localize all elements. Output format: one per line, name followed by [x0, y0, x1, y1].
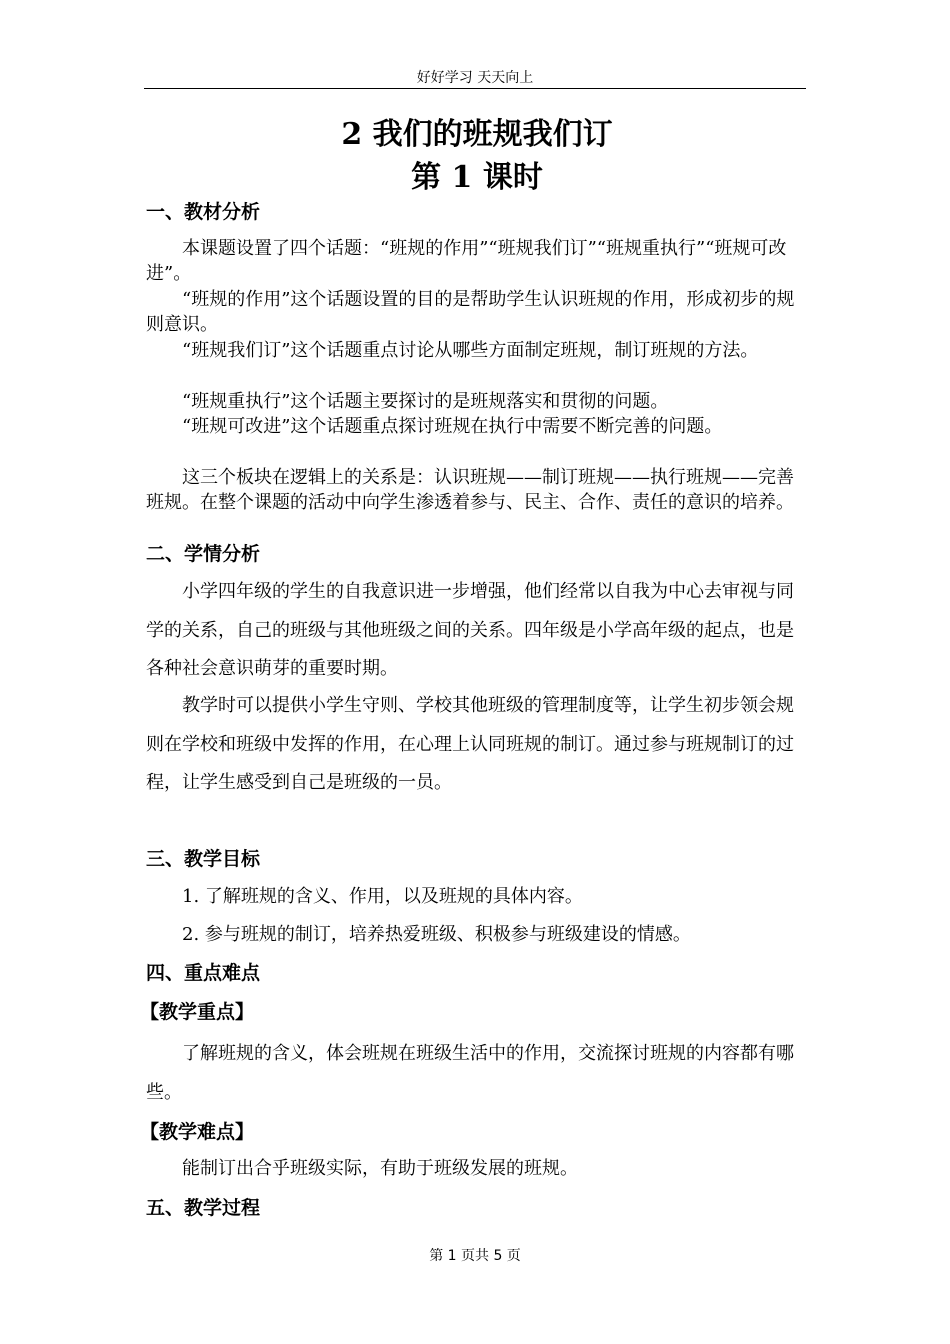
paragraph: 小学四年级的学生的自我意识进一步增强，他们经常以自我为中心去审视与同学的关系，自己的班级与其他班级之间的关系。四年级是小学高年级的起点，也是各种社会意识萌芽的重要时期。 [146, 581, 794, 679]
section-heading-key-points: 四、重点难点 [146, 962, 261, 984]
paragraph: “班规的作用”这个话题设置的目的是帮助学生认识班规的作用，形成初步的规则意识。 [146, 289, 795, 335]
paragraph: “班规可改进”这个话题重点探讨班规在执行中需要不断完善的问题。 [182, 416, 723, 437]
section-heading-textbook-analysis: 一、教材分析 [146, 201, 261, 223]
paragraph: 了解班规的含义，体会班规在班级生活中的作用，交流探讨班规的内容都有哪些。 [146, 1043, 794, 1103]
header-divider [144, 88, 806, 89]
goal-item: 1. 了解班规的含义、作用，以及班规的具体内容。 [182, 886, 583, 907]
paragraph: 这三个板块在逻辑上的关系是：认识班规——制订班规——执行班规——完善班规。在整个课题的活动中向学生渗透着参与、民主、合作、责任的意识的培养。 [146, 467, 794, 513]
document-title: 2 我们的班规我们订 [341, 117, 613, 152]
page-header: 好好学习 天天向上 [416, 70, 534, 86]
paragraph: 能制订出合乎班级实际，有助于班级发展的班规。 [182, 1158, 578, 1179]
page-footer: 第 1 页共 5 页 [429, 1248, 521, 1264]
section-heading-student-analysis: 二、学情分析 [146, 543, 261, 565]
section-heading-teaching-goals: 三、教学目标 [146, 848, 261, 870]
difficult-point-label: 【教学难点】 [140, 1121, 255, 1143]
goal-item: 2. 参与班规的制订，培养热爱班级、积极参与班级建设的情感。 [182, 924, 691, 945]
paragraph: 教学时可以提供小学生守则、学校其他班级的管理制度等，让学生初步领会规则在学校和班级中发挥的作用，在心理上认同班规的制订。通过参与班规制订的过程，让学生感受到自己是班级的一员。 [146, 695, 794, 793]
paragraph: “班规重执行”这个话题主要探讨的是班规落实和贯彻的问题。 [182, 391, 669, 412]
key-point-label: 【教学重点】 [140, 1001, 255, 1023]
paragraph: 本课题设置了四个话题：“班规的作用”“班规我们订”“班规重执行”“班规可改进”。 [146, 238, 787, 284]
paragraph: “班规我们订”这个话题重点讨论从哪些方面制定班规，制订班规的方法。 [182, 340, 759, 361]
section-heading-teaching-process: 五、教学过程 [146, 1197, 261, 1219]
document-subtitle: 第 1 课时 [411, 160, 543, 195]
